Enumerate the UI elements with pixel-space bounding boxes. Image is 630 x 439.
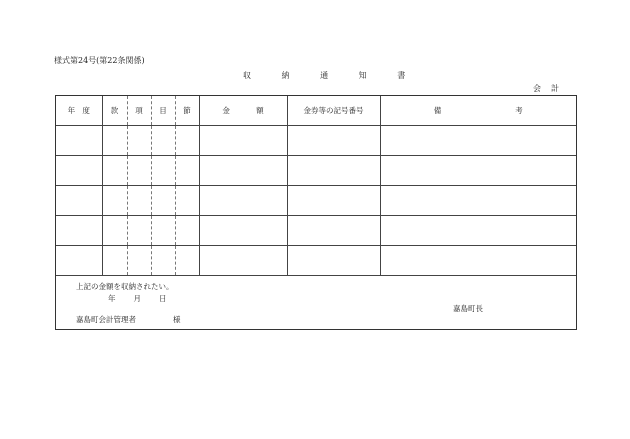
form-frame [55,95,577,330]
cell-kan[interactable] [102,156,127,186]
cell-voucher[interactable] [287,246,380,276]
cell-moku[interactable] [151,216,175,246]
cell-voucher[interactable] [287,156,380,186]
recipient-honorific: 様 [173,315,181,324]
cell-kou[interactable] [127,126,151,156]
table-header-row [56,96,576,126]
cell-kou[interactable] [127,246,151,276]
department-label [533,83,569,94]
date-day: 日 [159,294,167,303]
cell-kan[interactable] [102,186,127,216]
form-number: 様式第24号(第22条関係) [54,56,145,65]
table-row [56,246,576,276]
recipient-name: 嘉島町会計管理者 [76,315,136,324]
cell-year[interactable] [56,216,102,246]
header-moku: 目 [151,96,175,126]
header-remarks: 備 考 [380,96,576,126]
title-char: 通 [320,71,329,80]
cell-remarks[interactable] [380,246,576,276]
cell-setsu[interactable] [175,156,199,186]
header-kou: 項 [127,96,151,126]
cell-voucher[interactable] [287,186,380,216]
header-setsu: 節 [175,96,199,126]
cell-amount[interactable] [199,126,287,156]
dept-char: 計 [551,84,559,93]
cell-year[interactable] [56,126,102,156]
document-title [243,70,433,81]
cell-voucher[interactable] [287,216,380,246]
cell-kou[interactable] [127,186,151,216]
table-row [56,186,576,216]
cell-setsu[interactable] [175,246,199,276]
cell-year[interactable] [56,186,102,216]
cell-remarks[interactable] [380,156,576,186]
dept-char: 会 [533,84,541,93]
date-line [108,293,185,304]
cell-year[interactable] [56,156,102,186]
cell-setsu[interactable] [175,186,199,216]
cell-moku[interactable] [151,186,175,216]
cell-voucher[interactable] [287,126,380,156]
cell-amount[interactable] [199,156,287,186]
cell-kan[interactable] [102,126,127,156]
title-char: 納 [281,71,290,80]
cell-kou[interactable] [127,156,151,186]
header-kan: 款 [102,96,127,126]
date-year: 年 [108,294,116,303]
header-voucher: 金券等の記号番号 [287,96,380,126]
cell-moku[interactable] [151,126,175,156]
table-row [56,126,576,156]
table-row [56,216,576,246]
header-amount: 金 額 [199,96,287,126]
cell-moku[interactable] [151,246,175,276]
cell-kan[interactable] [102,216,127,246]
cell-remarks[interactable] [380,186,576,216]
cell-amount[interactable] [199,216,287,246]
footer-area [56,276,576,331]
header-year: 年 度 [56,96,102,126]
cell-kan[interactable] [102,246,127,276]
request-text: 上記の金額を収納されたい。 [76,282,174,291]
table-row [56,156,576,186]
cell-remarks[interactable] [380,216,576,246]
title-char: 書 [397,71,406,80]
cell-moku[interactable] [151,156,175,186]
cell-amount[interactable] [199,186,287,216]
cell-amount[interactable] [199,246,287,276]
cell-setsu[interactable] [175,216,199,246]
issuer-name: 嘉島町長 [453,304,483,313]
title-char: 収 [243,71,251,80]
cell-setsu[interactable] [175,126,199,156]
receipt-table [56,96,576,276]
date-month: 月 [133,294,141,303]
cell-year[interactable] [56,246,102,276]
cell-kou[interactable] [127,216,151,246]
title-char: 知 [358,71,367,80]
cell-remarks[interactable] [380,126,576,156]
